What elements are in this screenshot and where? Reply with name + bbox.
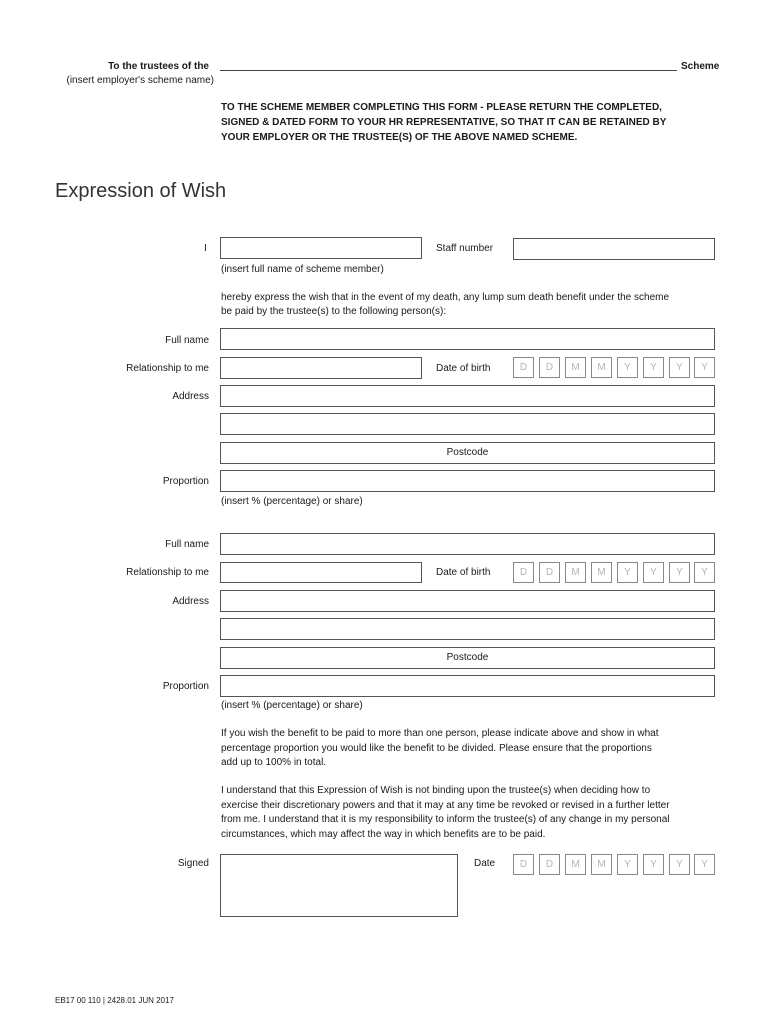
beneficiary-2-address-line-2[interactable] [220, 618, 715, 640]
date-digit-box[interactable]: Y [669, 854, 690, 875]
date-digit-box[interactable]: Y [617, 854, 638, 875]
note-line: add up to 100% in total. [221, 757, 327, 769]
statement-line: circumstances, which may affect the way in which benefits are to be paid. [221, 829, 546, 841]
member-name-input[interactable] [220, 237, 422, 259]
beneficiary-1-full-name-input[interactable] [220, 328, 715, 350]
date-digit-box[interactable]: D [513, 854, 534, 875]
proportion-note: (insert % (percentage) or share) [221, 496, 363, 507]
beneficiary-1-address-line-2[interactable] [220, 413, 715, 435]
date-digit-box[interactable]: D [539, 854, 560, 875]
proportion-label: Proportion [162, 681, 209, 692]
form-reference-footer: EB17 00 110 | 2428.01 JUN 2017 [55, 996, 174, 1005]
staff-number-input[interactable] [513, 238, 715, 260]
date-label: Date [474, 858, 496, 869]
date-digit-box[interactable]: Y [669, 562, 690, 583]
date-digit-box[interactable]: Y [694, 357, 715, 378]
date-digit-box[interactable]: M [591, 562, 612, 583]
signature-box[interactable] [220, 854, 458, 917]
date-digit-box[interactable]: Y [643, 562, 664, 583]
beneficiary-1-proportion-input[interactable] [220, 470, 715, 492]
beneficiary-2-postcode-input[interactable] [220, 647, 715, 669]
relationship-label: Relationship to me [126, 567, 209, 578]
understanding-statement [221, 784, 721, 843]
date-digit-box[interactable]: Y [617, 562, 638, 583]
statement-line-2: be paid by the trustee(s) to the following person(s): [221, 306, 447, 317]
date-digit-box[interactable]: M [565, 854, 586, 875]
beneficiary-1-address-line-1[interactable] [220, 385, 715, 407]
signed-label: Signed [177, 858, 209, 869]
note-line: percentage proportion you would like the benefit to be divided. Please ensure that the proportions [221, 742, 652, 754]
date-digit-box[interactable]: D [513, 562, 534, 583]
statement-line: from me. I understand that it is my responsibility to inform the trustee(s) of any change in my personal [221, 814, 670, 826]
address-label: Address [172, 596, 209, 607]
statement-line-1: hereby express the wish that in the event of my death, any lump sum death benefit under the scheme [221, 292, 670, 303]
proportion-note: (insert % (percentage) or share) [221, 700, 363, 711]
member-name-note: (insert full name of scheme member) [221, 264, 384, 275]
date-digit-box[interactable]: Y [617, 357, 638, 378]
address-label: Address [172, 391, 209, 402]
instruction-line-2: SIGNED & DATED FORM TO YOUR HR REPRESENTATIVE, SO THAT IT CAN BE RETAINED BY [221, 117, 667, 128]
date-digit-box[interactable]: M [591, 357, 612, 378]
beneficiary-2-relationship-input[interactable] [220, 562, 422, 583]
multiple-beneficiaries-note [221, 727, 721, 771]
statement-line: exercise their discretionary powers and that it may at any time be revoked or revised in a further letter [221, 799, 670, 811]
dob-label: Date of birth [436, 567, 491, 578]
date-digit-box[interactable]: Y [694, 854, 715, 875]
postcode-label: Postcode [446, 652, 489, 663]
scheme-name-line[interactable] [220, 58, 677, 71]
relationship-label: Relationship to me [126, 363, 209, 374]
signature-date-field[interactable] [513, 854, 715, 875]
date-digit-box[interactable]: D [513, 357, 534, 378]
date-digit-box[interactable]: M [565, 562, 586, 583]
date-digit-box[interactable]: D [539, 562, 560, 583]
beneficiary-2-dob-field[interactable] [513, 562, 715, 583]
postcode-label: Postcode [446, 447, 489, 458]
beneficiary-2-address-line-1[interactable] [220, 590, 715, 612]
date-digit-box[interactable]: Y [694, 562, 715, 583]
staff-number-label: Staff number [436, 243, 494, 254]
full-name-label: Full name [165, 539, 209, 550]
i-label: I [204, 243, 207, 254]
statement-line: I understand that this Expression of Wish is not binding upon the trustee(s) when deciding how to [221, 785, 651, 796]
instruction-line-3: YOUR EMPLOYER OR THE TRUSTEE(S) OF THE ABOVE NAMED SCHEME. [221, 132, 578, 143]
date-digit-box[interactable]: M [565, 357, 586, 378]
beneficiary-2-full-name-input[interactable] [220, 533, 715, 555]
dob-label: Date of birth [436, 363, 491, 374]
note-line: If you wish the benefit to be paid to more than one person, please indicate above and show in what [221, 728, 659, 739]
date-digit-box[interactable]: Y [643, 357, 664, 378]
beneficiary-1-postcode-input[interactable] [220, 442, 715, 464]
date-digit-box[interactable]: D [539, 357, 560, 378]
date-digit-box[interactable]: M [591, 854, 612, 875]
page-title: Expression of Wish [55, 180, 227, 202]
beneficiary-2-proportion-input[interactable] [220, 675, 715, 697]
instruction-line-1: TO THE SCHEME MEMBER COMPLETING THIS FORM - PLEASE RETURN THE COMPLETED, [221, 102, 662, 113]
full-name-label: Full name [165, 335, 209, 346]
beneficiary-1-relationship-input[interactable] [220, 357, 422, 379]
proportion-label: Proportion [162, 476, 209, 487]
beneficiary-1-dob-field[interactable] [513, 357, 715, 378]
date-digit-box[interactable]: Y [643, 854, 664, 875]
to-trustees-label: To the trustees of the [108, 61, 209, 72]
employer-note: (insert employer's scheme name) [66, 75, 214, 86]
scheme-label: Scheme [681, 61, 720, 72]
date-digit-box[interactable]: Y [669, 357, 690, 378]
